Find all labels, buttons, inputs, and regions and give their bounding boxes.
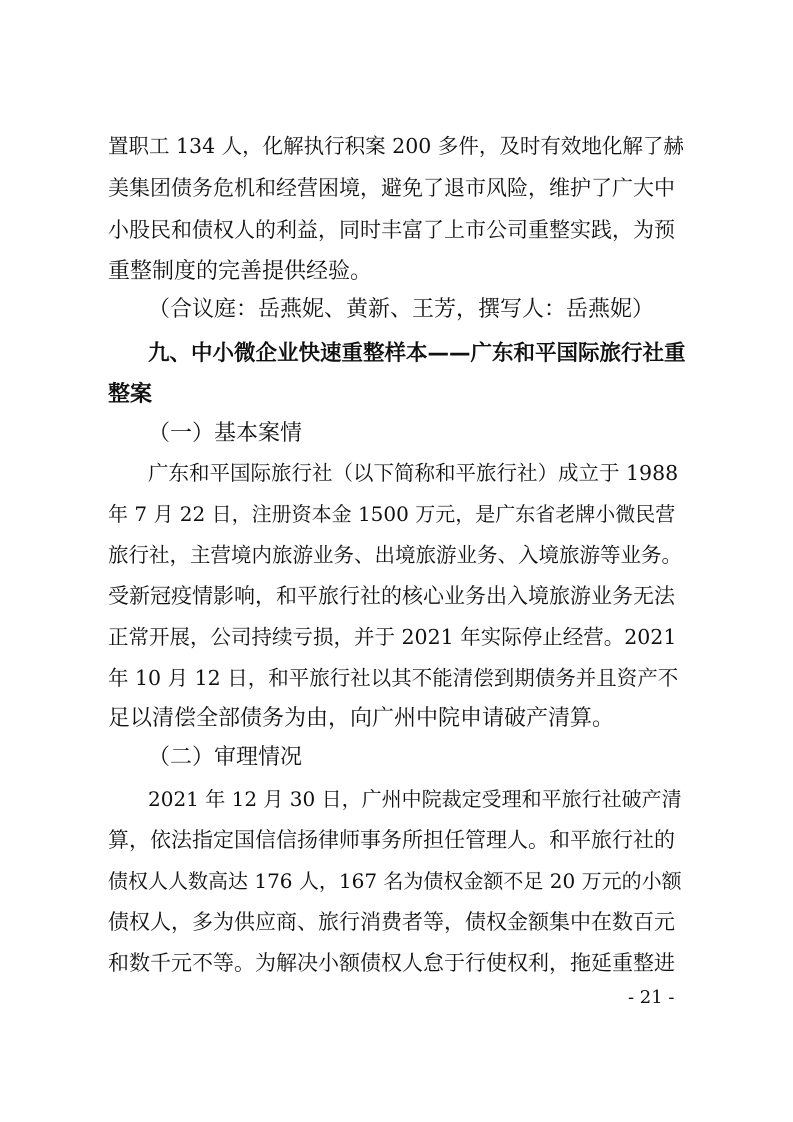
body-line: 美集团债务危机和经营困境，避免了退市风险，维护了广大中 [108,176,675,200]
subsection-heading: （一）基本案情 [148,421,303,446]
body-line: 债权人，多为供应商、旅行消费者等，债权金额集中在数百元 [108,910,675,934]
section-heading-continued: 整案 [108,382,153,407]
body-line: 小股民和债权人的利益，同时丰富了上市公司重整实践，为预 [108,218,675,242]
section-heading: 九、中小微企业快速重整样本——广东和平国际旅行社重 [148,341,686,366]
body-line: 正常开展，公司持续亏损，并于 2021 年实际停止经营。2021 [108,625,677,649]
body-line: 受新冠疫情影响，和平旅行社的核心业务出入境旅游业务无法 [108,584,675,608]
page-number: - 21 - [628,987,675,1008]
subsection-heading: （二）审理情况 [148,745,303,770]
body-line: 重整制度的完善提供经验。 [108,259,373,284]
body-line: 算，依法指定国信信扬律师事务所担任管理人。和平旅行社的 [108,828,675,852]
body-line: 和数千元不等。为解决小额债权人怠于行使权利，拖延重整进 [108,951,675,975]
body-line: 2021 年 12 月 30 日，广州中院裁定受理和平旅行社破产清 [148,787,682,811]
body-line: 年 7 月 22 日，注册资本金 1500 万元，是广东省老牌小微民营 [108,502,676,526]
body-line: 置职工 134 人，化解执行积案 200 多件，及时有效地化解了赫 [108,134,684,158]
panel-credit-line: （合议庭：岳燕妮、黄新、王芳，撰写人：岳燕妮） [148,297,655,322]
body-line: 年 10 月 12 日，和平旅行社以其不能清偿到期债务并且资产不 [108,666,679,690]
body-line: 旅行社，主营境内旅游业务、出境旅游业务、入境旅游等业务。 [108,543,682,567]
body-line: 广东和平国际旅行社（以下简称和平旅行社）成立于 1988 [148,461,679,485]
body-line: 足以清偿全部债务为由，向广州中院申请破产清算。 [108,706,615,731]
body-line: 债权人人数高达 176 人，167 名为债权金额不足 20 万元的小额 [108,869,682,893]
